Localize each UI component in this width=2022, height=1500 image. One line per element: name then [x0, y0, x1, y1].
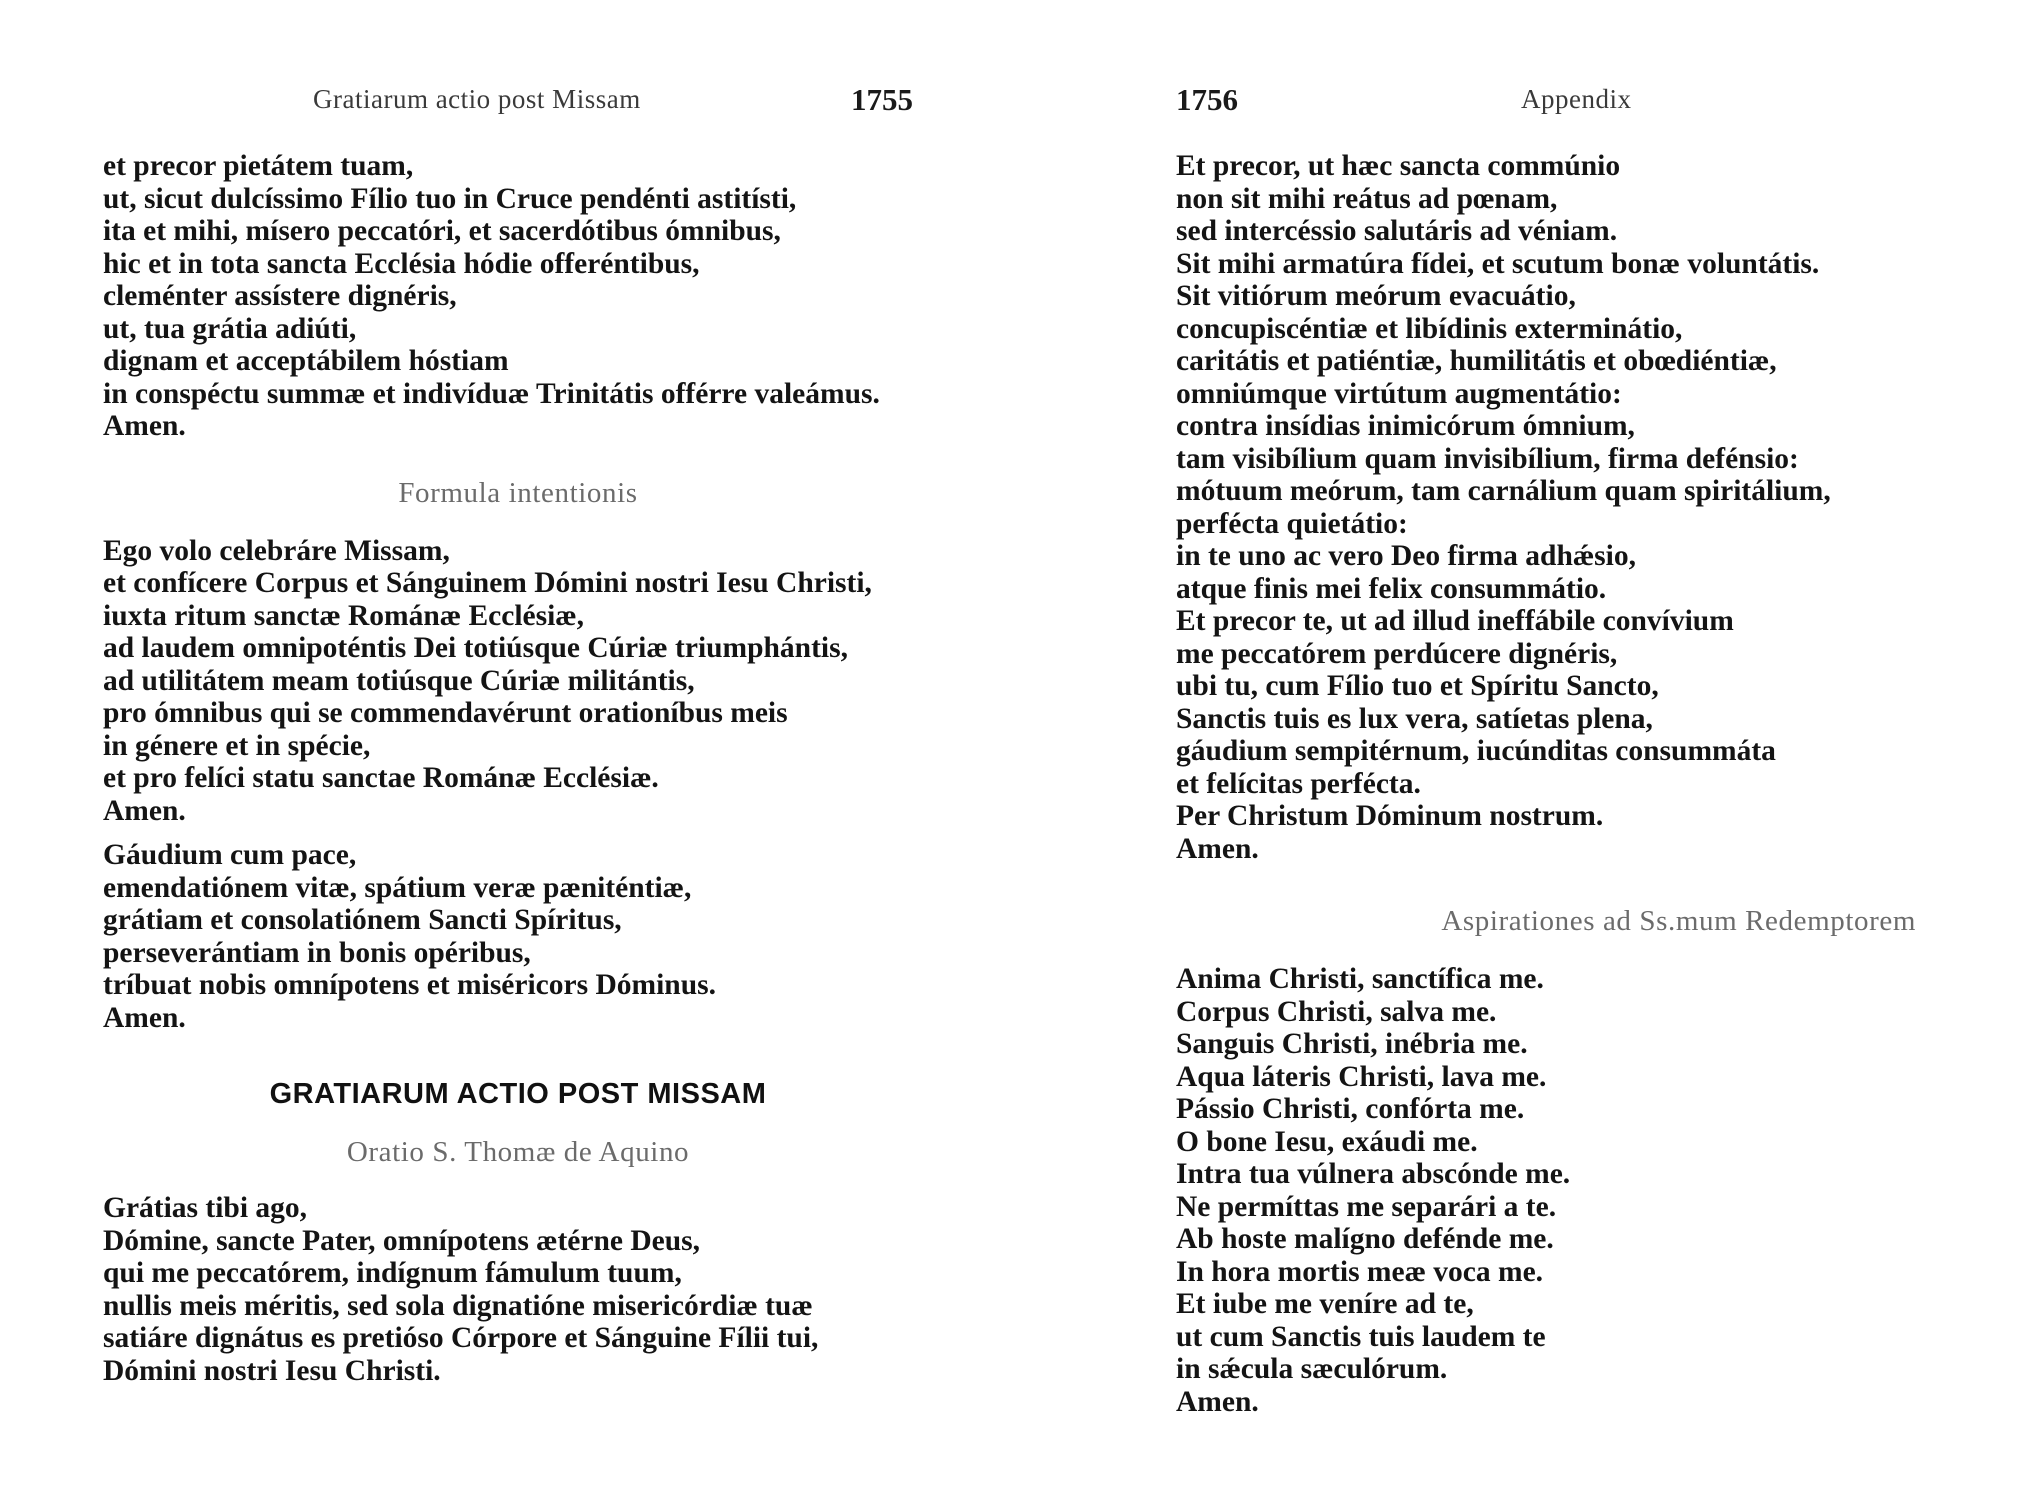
text-line: Amen.: [1176, 1385, 1259, 1418]
left-page-header: [103, 82, 933, 122]
text-line: Per Christum Dóminum nostrum.: [1176, 800, 1604, 832]
text-line: ut, tua grátia adiúti,: [103, 312, 357, 345]
text-line: perfécta quietátio:: [1176, 507, 1408, 540]
text-line: Intra tua vúlnera abscónde me.: [1176, 1158, 1571, 1190]
gaudium-text: [103, 839, 933, 1034]
text-line: perseverántiam in bonis opéribus,: [103, 936, 531, 969]
text-line: ita et mihi, mísero peccatóri, et sacerdótibus ómnibus,: [103, 215, 781, 247]
text-line: me peccatórem perdúcere dignéris,: [1176, 637, 1618, 670]
text-line: Amen.: [1176, 832, 1259, 865]
text-line: in génere et in spécie,: [103, 729, 371, 762]
page-number: 1755: [851, 82, 913, 117]
text-line: non sit mihi reátus ad pœnam,: [1176, 182, 1558, 215]
text-line: hic et in tota sancta Ecclésia hódie offeréntibus,: [103, 247, 700, 280]
left-page: [103, 0, 933, 1500]
text-line: gáudium sempitérnum, iucúnditas consummáta: [1176, 735, 1776, 767]
text-line: satiáre dignátus es pretióso Córpore et Sánguine Fílii tui,: [103, 1322, 819, 1354]
text-line: ut, sicut dulcíssimo Fílio tuo in Cruce pendénti astitísti,: [103, 182, 797, 215]
text-line: Amen.: [103, 410, 186, 442]
text-line: atque finis mei felix consummátio.: [1176, 572, 1607, 605]
text-line: Aqua láteris Christi, lava me.: [1176, 1060, 1547, 1093]
right-page-header: [1176, 82, 1916, 122]
text-line: concupiscéntiæ et libídinis exterminátio,: [1176, 312, 1683, 345]
oratio-text: [103, 1192, 933, 1387]
running-title: Appendix: [1521, 84, 1632, 114]
text-line: Et precor, ut hæc sancta commúnio: [1176, 150, 1621, 182]
text-line: Et iube me veníre ad te,: [1176, 1288, 1474, 1320]
text-line: Gáudium cum pace,: [103, 839, 357, 871]
formula-intentionis-text: [103, 535, 933, 828]
aspirationes-text: [1176, 963, 1916, 1418]
text-line: Pássio Christi, confórta me.: [1176, 1093, 1525, 1125]
section-title-formula: Formula intentionis: [398, 476, 638, 509]
left-page-body: [103, 150, 933, 1387]
section-title-oratio: Oratio S. Thomæ de Aquino: [346, 1136, 690, 1168]
text-line: Ab hoste malígno defénde me.: [1176, 1223, 1554, 1255]
text-line: tríbuat nobis omnípotens et miséricors Dóminus.: [103, 969, 716, 1001]
text-line: Corpus Christi, salva me.: [1176, 995, 1497, 1028]
right-page-body: [1176, 150, 1916, 1418]
text-line: in te uno ac vero Deo firma adhǽsio,: [1176, 540, 1636, 572]
text-line: O bone Iesu, exáudi me.: [1176, 1125, 1478, 1158]
text-line: dignam et acceptábilem hóstiam: [103, 345, 509, 377]
section-title-aspirationes: Aspirationes ad Ss.mum Redemptorem: [1441, 905, 1916, 937]
text-line: ut cum Sanctis tuis laudem te: [1176, 1320, 1546, 1353]
text-line: Et precor te, ut ad illud ineffábile convívium: [1176, 605, 1734, 637]
text-line: in conspéctu summæ et indivíduæ Trinitátis offérre valeámus.: [103, 377, 880, 410]
text-line: nullis meis méritis, sed sola dignatióne misericórdiæ tuæ: [103, 1289, 813, 1322]
prayer-continuation: [103, 150, 933, 443]
text-line: Dómine, sancte Pater, omnípotens ætérne Deus,: [103, 1224, 701, 1257]
page-number: 1756: [1176, 82, 1238, 117]
text-line: grátiam et consolatiónem Sancti Spíritus,: [103, 904, 622, 936]
text-line: ubi tu, cum Fílio tuo et Spíritu Sancto,: [1176, 670, 1659, 702]
text-line: Amen.: [103, 794, 186, 827]
text-line: Ego volo celebráre Missam,: [103, 534, 450, 567]
text-line: Sit vitiórum meórum evacuátio,: [1176, 280, 1576, 312]
text-line: iuxta ritum sanctæ Románæ Ecclésiæ,: [103, 599, 584, 632]
right-page: [1176, 0, 1916, 1500]
text-line: qui me peccatórem, indígnum fámulum tuum,: [103, 1257, 682, 1289]
prayer-text: [1176, 150, 1916, 865]
text-line: Sanguis Christi, inébria me.: [1176, 1028, 1528, 1060]
text-line: in sǽcula sæculórum.: [1176, 1353, 1448, 1385]
text-line: In hora mortis meæ voca me.: [1176, 1255, 1544, 1288]
text-line: Ne permíttas me separári a te.: [1176, 1190, 1557, 1223]
text-line: ad utilitátem meam totiúsque Cúriæ militántis,: [103, 664, 695, 697]
text-line: et felícitas perfécta.: [1176, 767, 1421, 800]
text-line: ad laudem omnipoténtis Dei totiúsque Cúriæ triumphántis,: [103, 632, 848, 664]
text-line: caritátis et patiéntiæ, humilitátis et obœdiéntiæ,: [1176, 345, 1777, 377]
text-line: pro ómnibus qui se commendavérunt orationíbus meis: [103, 697, 788, 729]
text-line: Dómini nostri Iesu Christi.: [103, 1354, 441, 1387]
text-line: cleménter assístere dignéris,: [103, 280, 457, 312]
text-line: et confícere Corpus et Sánguinem Dómini nostri Iesu Christi,: [103, 567, 872, 599]
running-title: Gratiarum actio post Missam: [313, 84, 641, 114]
text-line: contra insídias inimicórum ómnium,: [1176, 410, 1635, 442]
text-line: Amen.: [103, 1001, 186, 1034]
text-line: tam visibílium quam invisibílium, firma defénsio:: [1176, 442, 1799, 475]
text-line: sed intercéssio salutáris ad véniam.: [1176, 215, 1618, 247]
text-line: omniúmque virtútum augmentátio:: [1176, 377, 1622, 410]
text-line: mótuum meórum, tam carnálium quam spiritálium,: [1176, 475, 1831, 507]
text-line: emendatiónem vitæ, spátium veræ pæniténtiæ,: [103, 871, 692, 904]
text-line: Sit mihi armatúra fídei, et scutum bonæ voluntátis.: [1176, 247, 1820, 280]
text-line: et pro felíci statu sanctae Románæ Ecclésiæ.: [103, 762, 659, 794]
text-line: Anima Christi, sanctífica me.: [1176, 963, 1544, 995]
text-line: et precor pietátem tuam,: [103, 150, 414, 182]
text-line: Sanctis tuis es lux vera, satíetas plena,: [1176, 702, 1653, 735]
main-heading: GRATIARUM ACTIO POST MISSAM: [269, 1078, 767, 1110]
text-line: Grátias tibi ago,: [103, 1192, 308, 1224]
